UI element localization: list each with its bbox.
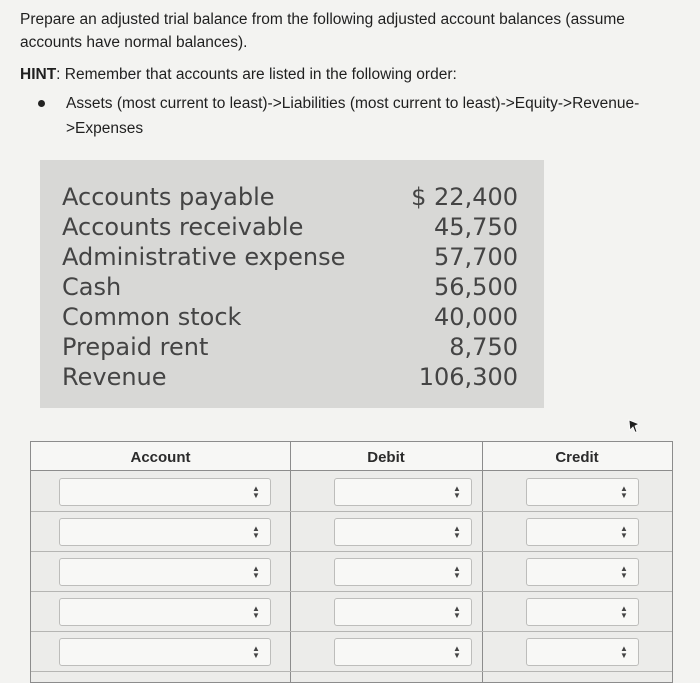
credit-select[interactable] xyxy=(526,558,639,586)
up-down-arrows-icon: ▲ ▼ xyxy=(620,604,628,620)
hint-label: HINT xyxy=(20,66,57,83)
mouse-cursor-icon xyxy=(628,419,640,433)
up-down-arrows-icon: ▲ ▼ xyxy=(620,564,628,580)
table-row xyxy=(31,591,672,632)
table-row xyxy=(31,631,672,672)
up-down-arrows-icon: ▲ ▼ xyxy=(620,524,628,540)
balance-amount: 57,700 xyxy=(434,243,518,271)
balance-row xyxy=(62,212,518,242)
balance-account: Cash xyxy=(62,273,122,301)
up-down-arrows-icon: ▲ ▼ xyxy=(252,524,260,540)
credit-column-header: Credit xyxy=(555,449,599,466)
balance-account: Administrative expense xyxy=(62,243,346,271)
balance-amount: 56,500 xyxy=(434,273,518,301)
debit-select[interactable] xyxy=(334,518,472,546)
debit-select[interactable] xyxy=(334,638,472,666)
hint-line xyxy=(20,64,457,86)
table-row xyxy=(31,471,672,512)
hint-text: : Remember that accounts are listed in the following order: xyxy=(56,66,457,83)
balance-row xyxy=(62,332,518,362)
question-prompt: Prepare an adjusted trial balance from the following adjusted account balances (assume accounts have normal balances). xyxy=(20,11,625,51)
credit-select[interactable] xyxy=(526,638,639,666)
balance-row xyxy=(62,272,518,302)
balance-amount: 106,300 xyxy=(418,363,518,391)
balance-account: Prepaid rent xyxy=(62,333,209,361)
credit-select[interactable] xyxy=(526,598,639,626)
table-header xyxy=(31,442,672,471)
account-select[interactable] xyxy=(59,558,271,586)
account-select[interactable] xyxy=(59,598,271,626)
account-select[interactable] xyxy=(59,638,271,666)
bullet-dot-icon xyxy=(38,100,45,107)
up-down-arrows-icon: ▲ ▼ xyxy=(620,484,628,500)
up-down-arrows-icon: ▲ ▼ xyxy=(453,484,461,500)
balance-row xyxy=(62,242,518,272)
account-balances-panel xyxy=(40,160,544,408)
up-down-arrows-icon: ▲ ▼ xyxy=(252,564,260,580)
account-select[interactable] xyxy=(59,478,271,506)
credit-select[interactable] xyxy=(526,518,639,546)
balance-row xyxy=(62,362,518,392)
table-row xyxy=(31,511,672,552)
trial-balance-entry-table xyxy=(30,441,673,683)
balance-account: Accounts payable xyxy=(62,183,275,211)
credit-select[interactable] xyxy=(526,478,639,506)
balance-amount: 8,750 xyxy=(449,333,518,361)
debit-select[interactable] xyxy=(334,478,472,506)
up-down-arrows-icon: ▲ ▼ xyxy=(252,484,260,500)
up-down-arrows-icon: ▲ ▼ xyxy=(453,524,461,540)
balance-account: Accounts receivable xyxy=(62,213,304,241)
balance-row xyxy=(62,302,518,332)
balance-row xyxy=(62,182,518,212)
up-down-arrows-icon: ▲ ▼ xyxy=(453,644,461,660)
debit-column-header: Debit xyxy=(367,449,405,466)
table-row xyxy=(31,551,672,592)
account-order-text: Assets (most current to least)->Liabilities (most current to least)->Equity->Revenue->Expenses xyxy=(66,95,640,137)
up-down-arrows-icon: ▲ ▼ xyxy=(453,604,461,620)
debit-select[interactable] xyxy=(334,558,472,586)
up-down-arrows-icon: ▲ ▼ xyxy=(453,564,461,580)
up-down-arrows-icon: ▲ ▼ xyxy=(620,644,628,660)
up-down-arrows-icon: ▲ ▼ xyxy=(252,644,260,660)
up-down-arrows-icon: ▲ ▼ xyxy=(252,604,260,620)
balance-account: Common stock xyxy=(62,303,242,331)
account-select[interactable] xyxy=(59,518,271,546)
balance-amount: 45,750 xyxy=(434,213,518,241)
balance-amount: 40,000 xyxy=(434,303,518,331)
account-column-header: Account xyxy=(130,449,191,466)
debit-select[interactable] xyxy=(334,598,472,626)
balance-amount: $ 22,400 xyxy=(411,183,518,211)
balance-account: Revenue xyxy=(62,363,167,391)
